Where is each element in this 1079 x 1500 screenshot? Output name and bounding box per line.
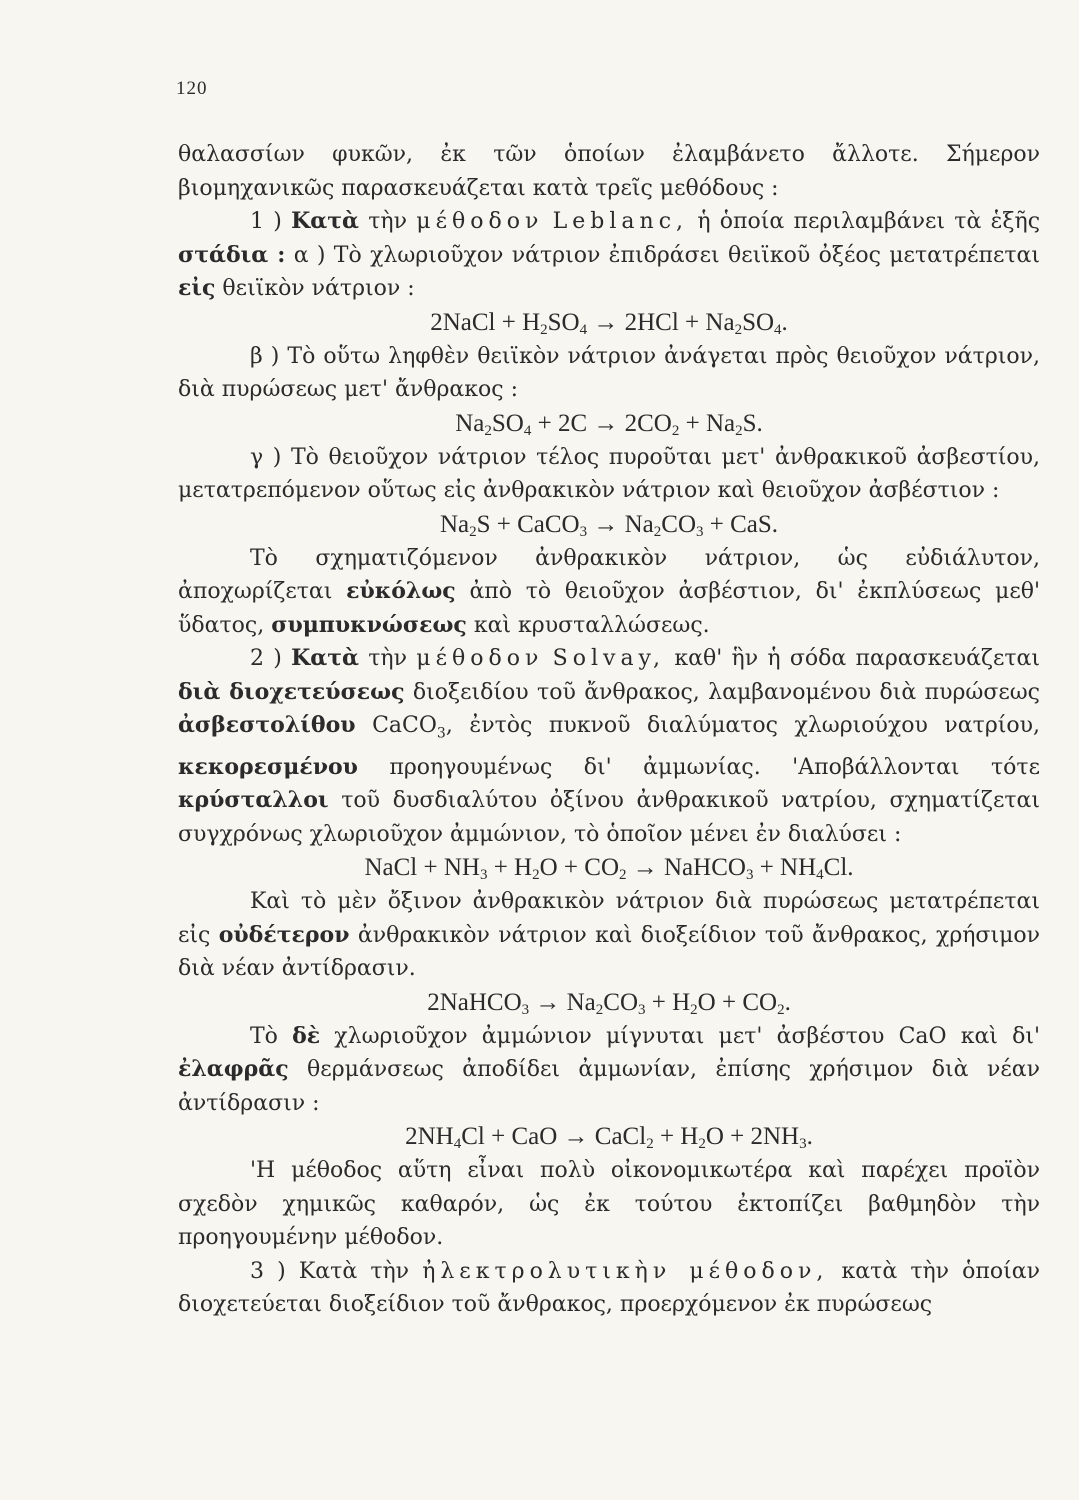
arrow-icon: → [593, 308, 619, 336]
equation-2: $Na_2SO_4 + 2C \to 2CO_2 + Na_2S$. [455, 409, 763, 439]
method-3-kata: Κατὰ τὴν [298, 1258, 410, 1284]
equation-3: $Na_2S$ + CaCO$_3$ → $Na_2CO_3$ + CaS. [439, 510, 779, 540]
method-2-number: 2 ) [250, 646, 282, 671]
method-1-rest: ἡ ὁποία περιλαμβάνει τὰ ἑξῆς [697, 209, 1041, 234]
kai-bold-oudet: οὐδέτερον [218, 921, 350, 948]
method-2-caco3: CaCO$_3$ [372, 713, 446, 742]
schem-bold-sympyk: συμπυκνώσεως [271, 611, 467, 638]
method-2-text-a: καθ' ἣν ἡ σόδα παρασκευάζεται [674, 646, 1040, 671]
de-text-1: Τὸ [250, 1023, 278, 1049]
equation-6: $2NH_4Cl$ + CaO → CaCl$_2$ + $H_2O + 2NH_3$. [405, 1123, 813, 1153]
equation-1: 2NaCl + $H_2SO_4 \to 2HCl + Na_2SO_4$. [430, 308, 788, 338]
de-text-2: χλωριοῦχον ἀμμώνιον μίγνυται μετ' ἀσβέστου CaO καὶ δι' [334, 1023, 1040, 1049]
paragraph-method-3 [178, 1255, 1040, 1322]
schem-text-1: Τὸ σχηματιζόμενον ἀνθρακικὸν νάτριον, ὡς εὐδιάλυτον, ἀποχωρίζεται [178, 545, 1040, 604]
page-number: 120 [176, 78, 208, 99]
gamma-text: γ ) Τὸ θειοῦχον νάτριον τέλος πυροῦται μετ' ἀνθρακικοῦ ἀσβεστίου, μετατρεπόμενον οὕτως εἰς ἀνθρακικὸν νάτριον καὶ θειοῦχον ἀσβέστιον : [178, 444, 1040, 503]
method-2-ten: τὴν [368, 646, 407, 671]
method-2-text-e: τοῦ δυσδιαλύτου ὀξίνου ἀνθρακικοῦ νατρίου, σχηματίζεται συγχρόνως χλωριοῦχον ἀμμώνιον, τὸ ὁποῖον μένει ἐν διαλύσει : [178, 788, 1040, 847]
method-3-rest: κατὰ τὴν ὁποίαν διοχετεύεται διοξείδιον τοῦ ἄνθρακος, προερχόμενον ἐκ πυρώσεως [178, 1258, 1040, 1318]
de-bold-elafras: ἐλαφρᾶς [178, 1056, 289, 1083]
method-2-bold-kryst: κρύσταλλοι [178, 787, 329, 814]
schem-bold-eukolos: εὐκόλως [346, 578, 456, 604]
schem-text-3: καὶ κρυσταλλώσεως. [473, 612, 710, 638]
paragraph-kai [178, 885, 1040, 986]
method-1-number: 1 ) [250, 209, 282, 234]
method-2-name: Solvay, [552, 646, 666, 671]
arrow-icon: → [535, 988, 561, 1016]
arrow-icon: → [593, 409, 619, 437]
method-3-number: 3 ) [250, 1258, 286, 1284]
method-1-eis: εἰς [178, 275, 216, 301]
method-1-ten: τὴν [368, 209, 407, 234]
arrow-icon: → [563, 1123, 589, 1151]
method-2-text-b: διοξειδίου τοῦ ἄνθρακος, λαμβανομένου διὰ πυρώσεως [412, 679, 1041, 705]
paragraph-gamma [178, 441, 1040, 508]
method-2-bold-asb: ἀσβεστολίθου [178, 712, 356, 738]
kai-text-1: Καὶ τὸ μὲν ὄξινον ἀνθρακικὸν νάτριον διὰ πυρώσεως μετατρέπεται εἰς [178, 889, 1040, 948]
beta-text: β ) Τὸ οὕτω ληφθὲν θειϊκὸν νάτριον ἀνάγεται πρὸς θειοῦχον νάτριον, διὰ πυρώσεως μετ' ἄνθρακος : [178, 343, 1040, 402]
text-block [178, 138, 1040, 1322]
schem-text-2: ἀπὸ τὸ θειοῦχον ἀσβέστιον, δι' ἐκπλύσεως μεθ' ὕδατος, [178, 579, 1041, 638]
h-methodos-text: 'Η μέθοδος αὕτη εἶναι πολὺ οἰκονομικωτέρα καὶ παρέχει προϊὸν σχεδὸν χημικῶς καθαρόν, ὡς ἐκ τούτου ἐκτοπίζει βαθμηδὸν τὴν προηγουμένην μέθοδον. [178, 1158, 1040, 1251]
method-2-text-d: προηγουμένως δι' ἀμμωνίας. 'Αποβάλλονται τότε [389, 754, 1040, 780]
method-1-stadia: στάδια : [178, 241, 286, 268]
paragraph-de [178, 1020, 1040, 1121]
paragraph-h-methodos [178, 1154, 1040, 1255]
kai-text-2: ἀνθρακικὸν νάτριον καὶ διοξείδιον τοῦ ἄνθρακος, χρήσιμον διὰ νέαν ἀντίδρασιν. [178, 922, 1040, 982]
paragraph-intro [178, 138, 1040, 205]
paragraph-method-2 [178, 642, 1040, 851]
method-1-method-word: μέθοδον [416, 209, 544, 234]
paragraph-beta [178, 340, 1040, 407]
method-2-text-c: , ἐντὸς πυκνοῦ διαλύματος χλωριούχου νατρίου, [445, 713, 1040, 738]
paragraph-method-1 [178, 205, 1040, 306]
method-1-name: Leblanc, [552, 209, 689, 234]
method-2-bold-dia: διὰ διοχετεύσεως [178, 678, 405, 705]
method-1-step-a-end: θειϊκὸν νάτριον : [222, 276, 415, 301]
de-text-3: θερμάνσεως ἀποδίδει ἀμμωνίαν, ἐπίσης χρήσιμον διὰ νέαν ἀντίδρασιν : [178, 1057, 1040, 1116]
method-2-bold-kek: κεκορεσμένου [178, 753, 358, 780]
method-1-kata: Κατὰ [291, 208, 359, 234]
method-2-kata: Κατὰ [291, 645, 359, 671]
equation-4: NaCl + $NH_3 + H_2O + CO_2$ → NaHCO$_3$ + $NH_4Cl$. [364, 854, 854, 884]
arrow-icon: → [593, 510, 619, 538]
arrow-icon: → [632, 854, 658, 882]
equation-5: 2NaHCO$_3$ → $Na_2CO_3 + H_2O + CO_2$. [427, 988, 791, 1018]
method-2-method-word: μέθοδον [416, 646, 544, 671]
paragraph-schematizomenon [178, 542, 1040, 643]
method-1-step-a: α ) Τὸ χλωριοῦχον νάτριον ἐπιδράσει θειϊκοῦ ὀξέος μετατρέπεται [293, 242, 1040, 268]
method-3-method-word: ἠλεκτρολυτικὴν μέθοδον, [422, 1258, 829, 1284]
intro-text: θαλασσίων φυκῶν, ἐκ τῶν ὁποίων ἐλαμβάνετο ἄλλοτε. Σήμερον βιομηχανικῶς παρασκευάζεται κατὰ τρεῖς μεθόδους : [178, 142, 1040, 201]
de-bold-de: δὲ [292, 1022, 321, 1049]
